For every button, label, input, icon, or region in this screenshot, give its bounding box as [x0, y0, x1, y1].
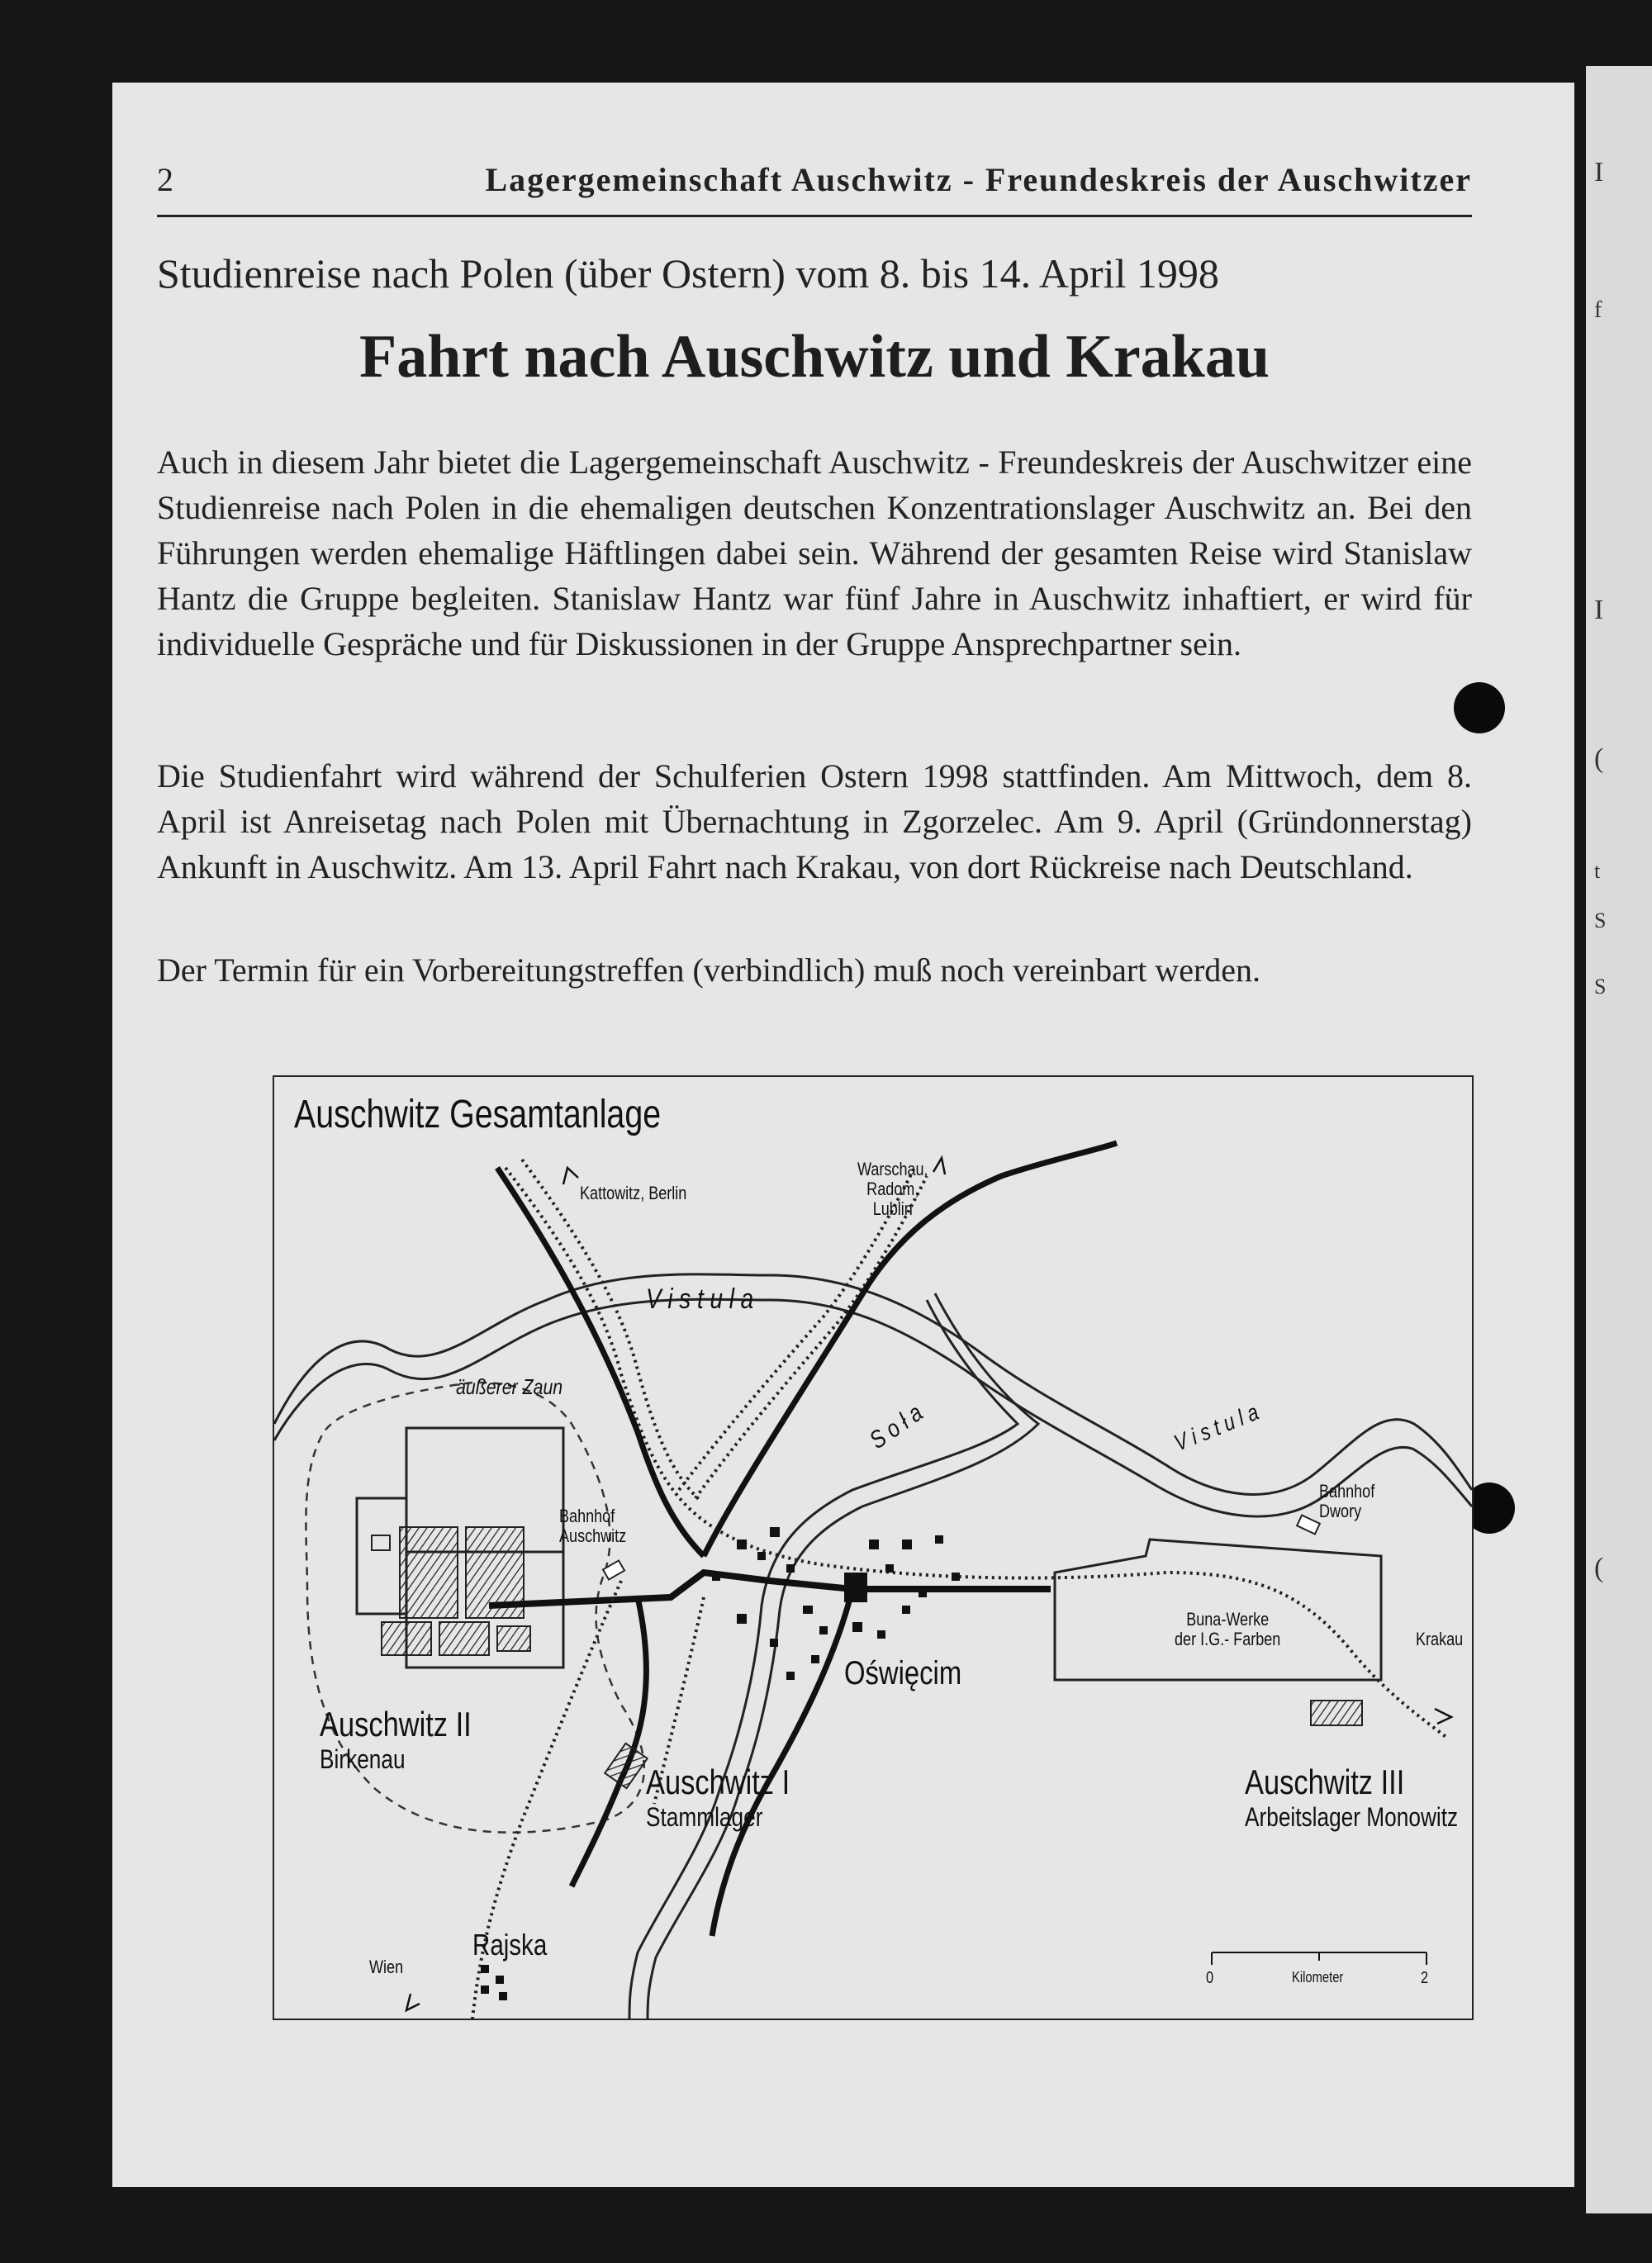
label-krakau: Krakau [1416, 1629, 1464, 1649]
arrow-warschau-icon [933, 1158, 945, 1174]
paragraph: Die Studienfahrt wird während der Schulferien Ostern 1998 stattfinden. Am Mittwoch, dem 8. April ist Anreisetag nach Polen mit Übernachtung in Zgorzelec. Am 9. April (Gründonnerstag) Ankunft in Auschwitz. Am 13. April Fahrt nach Krakau, von dort Rückreise nach Deutschland. [157, 757, 1472, 885]
label-auschwitz-3: Auschwitz III [1245, 1762, 1405, 1801]
label-auschwitz-1: Auschwitz I [646, 1762, 790, 1801]
label-warschau: Warschau, Radom, Lublin [857, 1159, 928, 1219]
adjacent-page-fragment: ( [1594, 743, 1604, 774]
label-sola: S o ł a [865, 1398, 928, 1455]
label-bahnhof-dwory: Bahnhof Dwory [1319, 1481, 1375, 1521]
adjacent-page-fragment: t [1594, 859, 1601, 883]
adjacent-page-fragment: ( [1594, 1553, 1604, 1583]
label-birkenau: Birkenau [320, 1744, 406, 1774]
arrow-kattowitz-icon [563, 1168, 578, 1184]
adjacent-page-fragment: f [1594, 297, 1602, 323]
adjacent-page-fragment: S [1594, 909, 1607, 932]
label-monowitz: Arbeitslager Monowitz [1245, 1802, 1459, 1832]
label-auschwitz-2: Auschwitz II [320, 1705, 472, 1744]
scale-label-two: 2 [1421, 1969, 1429, 1987]
page-number: 2 [157, 161, 173, 198]
railway-warschau [695, 1176, 927, 1498]
map-title: Auschwitz Gesamtanlage [294, 1093, 662, 1136]
label-vistula: V i s t u l a [646, 1283, 754, 1315]
adjacent-page-edge [1586, 66, 1652, 2213]
label-stammlager: Stammlager [646, 1802, 763, 1832]
scale-label-zero: 0 [1206, 1969, 1214, 1987]
label-vistula: V i s t u l a [1170, 1398, 1262, 1456]
road-stammlager [572, 1597, 646, 1886]
label-bahnhof-auschwitz: Bahnhof Auschwitz [559, 1506, 627, 1546]
map-figure [273, 1075, 1474, 2020]
main-road [497, 1168, 704, 1556]
adjacent-page-fragment: S [1594, 975, 1607, 999]
scale-bar [1212, 1952, 1427, 1965]
paragraph: Auch in diesem Jahr bietet die Lagergemeinschaft Auschwitz - Freundeskreis der Auschwitzer eine Studienreise nach Polen in die ehemaligen deutschen Konzentrationslager Auschwitz an. Bei den Führungen werden ehemalige Häftlingen dabei sein. Während der gesamten Reise wird Stanislaw Hantz die Gruppe begleiten. Stanislaw Hantz war fünf Jahre in Auschwitz inhaftiert, er wird für individuelle Gespräche und für Diskussionen in der Gruppe Ansprechpartner sein. [157, 444, 1472, 662]
adjacent-page-fragment: I [1594, 157, 1604, 187]
arrow-krakau-icon [1435, 1709, 1451, 1724]
label-rajska: Rajska [472, 1928, 548, 1962]
header-title: Lagergemeinschaft Auschwitz - Freundeskreis der Auschwitzer [485, 161, 1472, 198]
label-oswiecim: Oświęcim [844, 1655, 962, 1691]
arrow-wien-icon [406, 1994, 420, 2010]
adjacent-page-fragment: I [1594, 595, 1604, 625]
rajska-village [481, 1965, 507, 2000]
article-subtitle: Studienreise nach Polen (über Ostern) vom 8. bis 14. April 1998 [157, 250, 1219, 297]
article-headline: Fahrt nach Auschwitz und Krakau [359, 323, 1270, 391]
label-buna-werke: Buna-Werke der I.G.- Farben [1175, 1609, 1281, 1649]
punch-hole [1454, 682, 1505, 733]
scale-label-unit: Kilometer [1292, 1969, 1344, 1985]
label-outer-fence: äußerer Zaun [456, 1374, 563, 1399]
paragraph: Der Termin für ein Vorbereitungstreffen (verbindlich) muß noch vereinbart werden. [157, 951, 1261, 989]
label-kattowitz: Kattowitz, Berlin [580, 1183, 687, 1203]
running-header [157, 157, 1472, 217]
label-wien: Wien [369, 1957, 404, 1977]
